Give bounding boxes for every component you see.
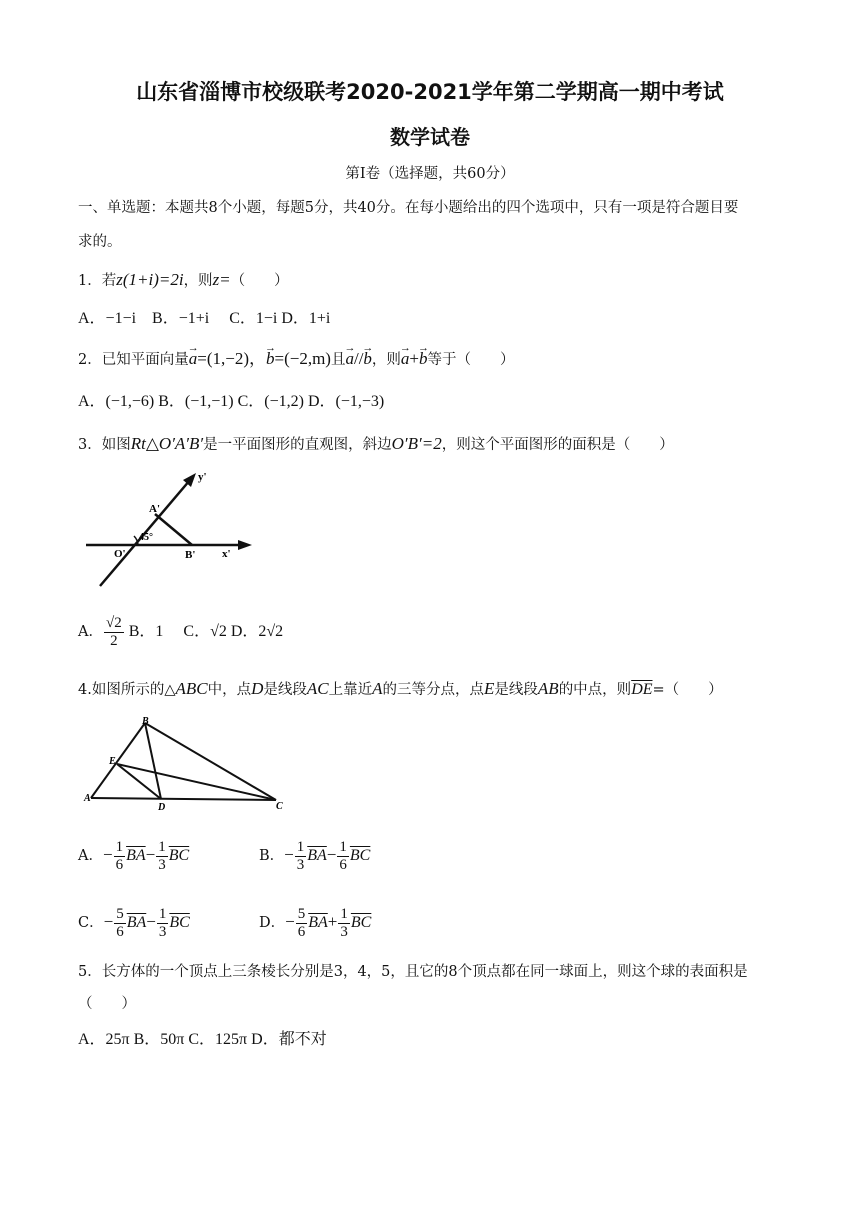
q1-expr2: z= xyxy=(212,270,231,289)
question-4 xyxy=(78,679,723,700)
q4-option-b-sign2: − xyxy=(326,845,337,864)
q4-point-a: A xyxy=(372,679,383,698)
q4-option-c-num1: 5 xyxy=(116,905,124,922)
segment-bc xyxy=(145,723,276,800)
parallel-vector-b: → b xyxy=(363,349,372,368)
sum-vector-b: → b xyxy=(419,349,428,368)
question-1 xyxy=(78,270,289,291)
point-a-label: A' xyxy=(149,503,160,515)
q4-stem-a: 如图所示的△ xyxy=(91,682,176,698)
q4-segment-ac: AC xyxy=(306,679,329,698)
q4-option-d-den1: 6 xyxy=(297,923,306,940)
q4-option-a xyxy=(78,835,189,876)
q4-option-d-num2: 1 xyxy=(340,905,348,922)
q2-stem-b: 且 xyxy=(330,352,346,368)
q3-option-a-label: A． xyxy=(78,624,103,640)
segment-ac xyxy=(91,798,276,800)
q5-stem-line2: （ ） xyxy=(78,996,136,1012)
q4-option-d xyxy=(259,902,371,943)
sum-vector-a: → a xyxy=(401,349,410,368)
q3-stem-c: ，则这个平面图形的面积是（ ） xyxy=(441,437,674,453)
q4-option-d-sign2: + xyxy=(327,912,338,931)
q4-segment-ab: AB xyxy=(537,679,559,698)
q5-options: A．25π B．50π C．125π D．都不对 xyxy=(78,1031,327,1048)
q4-option-a-den1: 6 xyxy=(115,856,124,873)
q4-option-a-sign2: − xyxy=(145,845,156,864)
q4-stem-d: 上靠近 xyxy=(328,682,373,698)
q4-stem-f: 是线段 xyxy=(494,682,538,698)
vertex-b-label: B xyxy=(142,716,149,727)
q4-option-b-vec2: $\overline{BC}$ xyxy=(349,847,371,864)
section-intro-line1: 一、单选题：本题共8个小题，每题5分，共40分。在每小题给出的四个选项中，只有一项是符合题目要 xyxy=(78,200,739,216)
q3-triangle: Rt△O′A′B′ xyxy=(130,434,204,453)
q4-stem-g: 的中点，则 xyxy=(558,682,632,698)
q3-stem-b: 是一平面图形的直观图，斜边 xyxy=(203,437,392,453)
q3-option-a-denominator: 2 xyxy=(110,632,118,649)
parallel-symbol: // xyxy=(353,349,364,368)
q4-stem-e: 的三等分点，点 xyxy=(382,682,485,698)
q4-option-b-label: B． xyxy=(259,848,285,864)
q1-expr: z(1+i)=2i xyxy=(116,270,184,289)
q4-option-d-vec2: $\overline{BC}$ xyxy=(350,914,372,931)
q4-option-b-frac1 xyxy=(295,839,307,874)
q4-option-c xyxy=(78,902,190,943)
x-axis-label: x' xyxy=(222,548,231,560)
q4-triangle-figure xyxy=(80,714,290,814)
q4-option-c-den1: 6 xyxy=(116,923,124,940)
parallel-vector-a: → a xyxy=(345,349,354,368)
q4-option-b-den2: 6 xyxy=(339,856,347,873)
q4-stem-c: 是线段 xyxy=(263,682,307,698)
point-o-label: O' xyxy=(114,548,126,560)
q4-option-b-sign1: − xyxy=(284,845,294,864)
y-axis-label: y' xyxy=(198,471,207,483)
q4-option-c-frac2 xyxy=(157,906,169,941)
q4-option-b-num2: 1 xyxy=(339,838,347,855)
plus-sign: + xyxy=(409,349,420,368)
q4-option-c-num2: 1 xyxy=(158,905,167,922)
q3-options-rest: B．1 C．√2 D．2√2 xyxy=(124,623,284,640)
q4-vector-de: $\overline{DE}$ xyxy=(631,681,653,698)
page-title: 山东省淄博市校级联考2020-2021学年第二学期高一期中考试 xyxy=(136,80,724,104)
q4-option-a-vec2: $\overline{BC}$ xyxy=(168,847,190,864)
q4-point-d: D xyxy=(251,679,264,698)
question-3 xyxy=(78,434,674,455)
point-e-label: E xyxy=(109,756,116,767)
q2-b-value: =(−2,m) xyxy=(274,349,331,368)
q4-option-c-sign2: − xyxy=(146,912,156,931)
vertex-c-label: C xyxy=(276,801,283,812)
q4-option-d-frac2 xyxy=(338,906,350,941)
q3-number: 3． xyxy=(78,437,102,453)
q4-option-a-frac1 xyxy=(114,839,126,874)
section-intro-line2: 求的。 xyxy=(78,234,122,250)
q4-option-d-label: D． xyxy=(259,915,286,931)
q4-option-a-num1: 1 xyxy=(115,838,124,855)
q4-option-c-vec1: $\overline{BA}$ xyxy=(126,914,147,931)
q4-option-c-sign1: − xyxy=(103,912,114,931)
page-subtitle: 数学试卷 xyxy=(390,125,470,149)
side-a-b xyxy=(155,514,192,545)
x-axis-arrow xyxy=(238,540,252,550)
q3-option-a-fraction xyxy=(104,615,124,650)
segment-ab xyxy=(91,723,145,798)
q4-stem-h: =（ ） xyxy=(652,682,723,698)
q4-option-b-den1: 3 xyxy=(296,856,305,873)
q1-stem-a: 若 xyxy=(101,273,117,289)
q4-option-d-vec1: $\overline{BA}$ xyxy=(308,914,328,931)
q4-triangle: ABC xyxy=(175,679,208,698)
q3-stem-a: 如图 xyxy=(101,437,131,453)
q4-option-c-vec2: $\overline{BC}$ xyxy=(169,914,190,931)
q2-stem-c: ，则 xyxy=(371,352,401,368)
q3-option-a-numerator: √2 xyxy=(105,614,122,631)
volume-heading: 第Ⅰ卷（选择题，共60分） xyxy=(345,166,515,182)
q4-option-d-frac1 xyxy=(296,906,308,941)
q4-stem-b: 中，点 xyxy=(207,682,252,698)
q4-option-b-frac2 xyxy=(337,839,349,874)
q4-option-a-den2: 3 xyxy=(158,856,166,873)
q2-number: 2． xyxy=(78,352,102,368)
angle-label: 45° xyxy=(139,532,153,543)
q4-option-a-vec1: $\overline{BA}$ xyxy=(126,847,146,864)
vector-a: → a xyxy=(189,349,198,368)
q2-options: A．(−1,−6) B．(−1,−1) C．(−1,2) D．(−1,−3) xyxy=(78,393,385,410)
vertex-a-label: A xyxy=(84,793,91,804)
q4-option-b-vec1: $\overline{BA}$ xyxy=(307,847,327,864)
vector-b: → b xyxy=(266,349,275,368)
q4-option-a-label: A． xyxy=(78,848,103,864)
q3-hypotenuse: O′B′=2 xyxy=(391,434,442,453)
q4-number: 4. xyxy=(78,682,92,698)
q4-option-c-den2: 3 xyxy=(158,923,167,940)
q4-option-a-frac2 xyxy=(156,839,168,874)
q1-number: 1． xyxy=(78,273,102,289)
q4-option-a-sign1: − xyxy=(102,845,113,864)
question-2 xyxy=(78,349,515,370)
question-5 xyxy=(78,962,748,982)
q4-option-d-sign1: − xyxy=(285,912,295,931)
point-d-label: D xyxy=(158,802,166,813)
q2-stem-d: 等于（ ） xyxy=(427,352,515,368)
q3-oblique-figure xyxy=(82,466,262,591)
q2-a-value: =(1,−2)， xyxy=(197,349,266,368)
q1-stem-c: （ ） xyxy=(230,273,289,289)
q4-option-b-num1: 1 xyxy=(296,838,305,855)
q5-stem-line1: 长方体的一个顶点上三条棱长分别是3，4，5，且它的8个顶点都在同一球面上，则这个球的表面积是 xyxy=(101,964,748,980)
point-b-label: B' xyxy=(185,549,196,561)
q1-stem-b: ，则 xyxy=(183,273,213,289)
q4-option-a-num2: 1 xyxy=(158,838,166,855)
q1-options: A．−1−i B．−1+i C．1−i D．1+i xyxy=(78,310,331,327)
q4-point-e: E xyxy=(484,679,495,698)
q2-stem-a: 已知平面向量 xyxy=(101,352,189,368)
q3-options xyxy=(78,612,283,652)
q4-option-c-label: C． xyxy=(78,915,104,931)
q4-option-c-frac1 xyxy=(114,906,126,941)
q4-option-d-den2: 3 xyxy=(340,923,348,940)
q5-number: 5． xyxy=(78,964,102,980)
q4-option-d-num1: 5 xyxy=(297,905,306,922)
q4-option-b xyxy=(259,835,370,876)
